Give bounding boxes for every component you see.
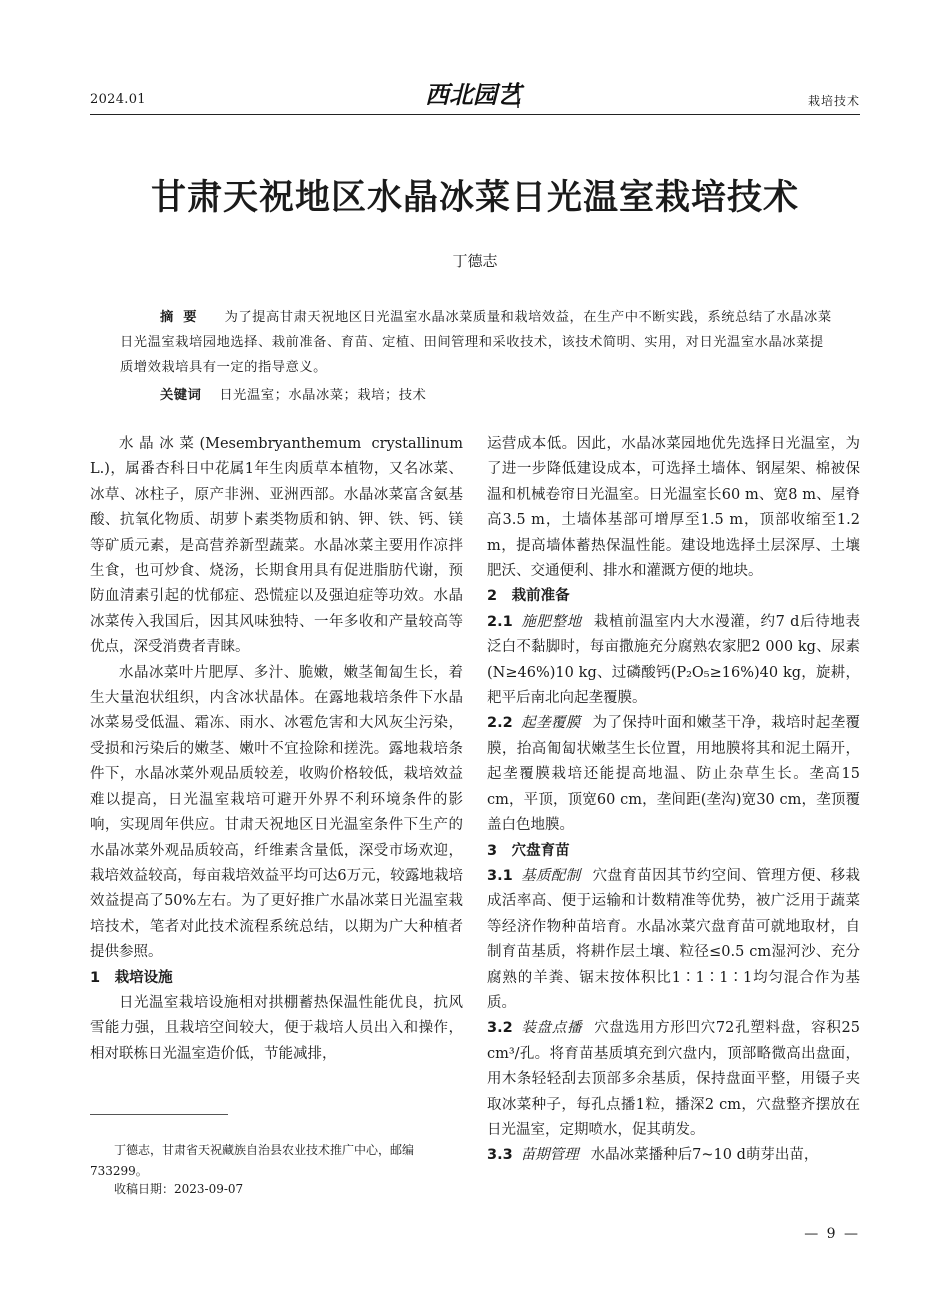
- section-heading: 2 栽前准备: [487, 588, 570, 605]
- paragraph: 水晶冰菜叶片肥厚、多汁、脆嫩，嫩茎匍匐生长，着生大量泡状组织，内含冰状晶体。在露地栽培条件下水晶冰菜易受低温、霜冻、雨水、冰雹危害和大风灰尘污染，受损和污染后的嫩茎、嫩叶不宜捡除和搓洗。露地栽培条件下，水晶冰菜外观品质较差，收购价格较低，栽培效益难以提高，日光温室栽培可避开外界不利环境条件的影响，实现周年供应。甘肃天祝地区日光温室条件下生产的水晶冰菜外观品质较高，纤维素含量低，深受市场欢迎，栽培效益较高，每亩栽培效益平均可达6万元，较露地栽培效益提高了50%左右。为了更好推广水晶冰菜日光温室栽培技术，笔者对此技术流程系统总结，以期为广大种植者提供参照。: [90, 664, 463, 961]
- subsection-title: 起垄覆膜: [520, 715, 581, 732]
- subsection: [487, 1143, 860, 1168]
- journal-logo-text: 西北园艺: [425, 80, 521, 109]
- subsection-number: 3.2: [487, 1020, 513, 1037]
- subsection: [487, 610, 860, 712]
- subsection-title: 装盘点播: [520, 1020, 583, 1037]
- subsection-text: 栽植前温室内大水漫灌，约7 d后待地表泛白不黏脚时，每亩撒施充分腐熟农家肥2 000 kg、尿素(N≥46%)10 kg、过磷酸钙(P₂O₅≥16%)40 kg，旋耕，耙平后南北向起垄覆膜。: [487, 613, 860, 707]
- subsection-text: 穴盘选用方形凹穴72孔塑料盘，容积25 cm³/孔。将育苗基质填充到穴盘内，顶部略微高出盘面，用木条轻轻刮去顶部多余基质，保持盘面平整，用镊子夹取冰菜种子，每孔点播1粒，播深2 cm，穴盘整齐摆放在日光温室，定期喷水，促其萌发。: [487, 1020, 861, 1138]
- subsection-title: 基质配制: [520, 867, 581, 884]
- subsection-number: 2.1: [487, 613, 513, 630]
- issue-date: 2024.01: [90, 92, 146, 107]
- paragraph: 水晶冰菜(Mesembryanthemum crystallinum L.)，属番杏科日中花属1年生肉质草本植物，又名冰菜、冰草、冰柱子，原产非洲、亚洲西部。水晶冰菜富含氨基酸、抗氧化物质、胡萝卜素类物质和钠、钾、铁、钙、镁等矿质元素，是高营养新型蔬菜。水晶冰菜主要用作凉拌生食，也可炒食、烧汤，长期食用具有促进脂肪代谢，预防血清素引起的忧郁症、恐慌症以及强迫症等功效。水晶冰菜传入我国后，因其风味独特、一年多收和产量较高等优点，深受消费者青睐。: [90, 436, 463, 656]
- footnote-author-info: 丁德志，甘肃省天祝藏族自治县农业技术推广中心，邮编733299。: [90, 1143, 415, 1178]
- paragraph: 运营成本低。因此，水晶冰菜园地优先选择日光温室，为了进一步降低建设成本，可选择土墙体、钢屋架、棉被保温和机械卷帘日光温室。日光温室长60 m、宽8 m、屋脊高3.5 m，土墙体基部可增厚至1.5 m，顶部收缩至1.2 m，提高墙体蓄热保温性能。建设地选择土层深厚、土壤肥沃、交通便利、排水和灌溉方便的地块。: [487, 436, 860, 580]
- subsection-number: 3.3: [487, 1147, 513, 1164]
- page-number: — 9 —: [804, 1226, 860, 1242]
- subsection: [487, 711, 860, 838]
- abstract: [120, 305, 832, 380]
- body-left-column: [90, 432, 463, 1067]
- subsection-title: 苗期管理: [520, 1147, 579, 1164]
- subsection-number: 2.2: [487, 715, 513, 732]
- subsection-title: 施肥整地: [520, 613, 582, 630]
- paragraph: 日光温室栽培设施相对拱棚蓄热保温性能优良，抗风雪能力强，且栽培空间较大，便于栽培人员出入和操作，相对联栋日光温室造价低，节能减排，: [90, 994, 463, 1062]
- abstract-label: 摘要: [160, 310, 207, 325]
- keywords-label: 关键词: [160, 388, 202, 403]
- subsection-number: 3.1: [487, 867, 513, 884]
- footnote-rule: [90, 1114, 228, 1115]
- article-title: 甘肃天祝地区水晶冰菜日光温室栽培技术: [150, 178, 799, 218]
- subsection-text: 穴盘育苗因其节约空间、管理方便、移栽成活率高、便于运输和计数精准等优势，被广泛用于蔬菜等经济作物种苗培育。水晶冰菜穴盘育苗可就地取材，自制育苗基质，将耕作层土壤、粒径≤0.5 cm湿河沙、充分腐熟的羊粪、锯末按体积比1∶1∶1∶1均匀混合作为基质。: [487, 867, 860, 1011]
- footnote-received-date: 收稿日期：2023-09-07: [114, 1182, 244, 1196]
- subsection-text: 为了保持叶面和嫩茎干净，栽培时起垄覆膜，抬高匍匐状嫩茎生长位置，用地膜将其和泥土隔开，起垄覆膜栽培还能提高地温、防止杂草生长。垄高15 cm，平顶，顶宽60 cm，垄间距(垄沟)宽30 cm，垄顶覆盖白色地膜。: [487, 715, 860, 834]
- section-heading: 3 穴盘育苗: [487, 842, 570, 859]
- subsection: [487, 864, 860, 1016]
- article-author: 丁德志: [452, 252, 498, 270]
- header-rule: [90, 114, 860, 115]
- abstract-text: 为了提高甘肃天祝地区日光温室水晶冰菜质量和栽培效益，在生产中不断实践，系统总结了水晶冰菜日光温室栽培园地选择、栽前准备、育苗、定植、田间管理和采收技术，该技术简明、实用，对日光温室水晶冰菜提质增效栽培具有一定的指导意义。: [120, 310, 832, 375]
- journal-logo: [418, 76, 528, 112]
- subsection-text: 水晶冰菜播种后7~10 d萌芽出苗，: [590, 1147, 819, 1164]
- section-heading: 1 栽培设施: [90, 969, 173, 986]
- section-label: 栽培技术: [807, 94, 860, 108]
- keywords: [120, 384, 426, 403]
- keywords-text: 日光温室；水晶冰菜；栽培；技术: [219, 388, 427, 403]
- body-right-column: [487, 432, 860, 1169]
- subsection: [487, 1016, 860, 1143]
- journal-logo-icon: [418, 76, 528, 112]
